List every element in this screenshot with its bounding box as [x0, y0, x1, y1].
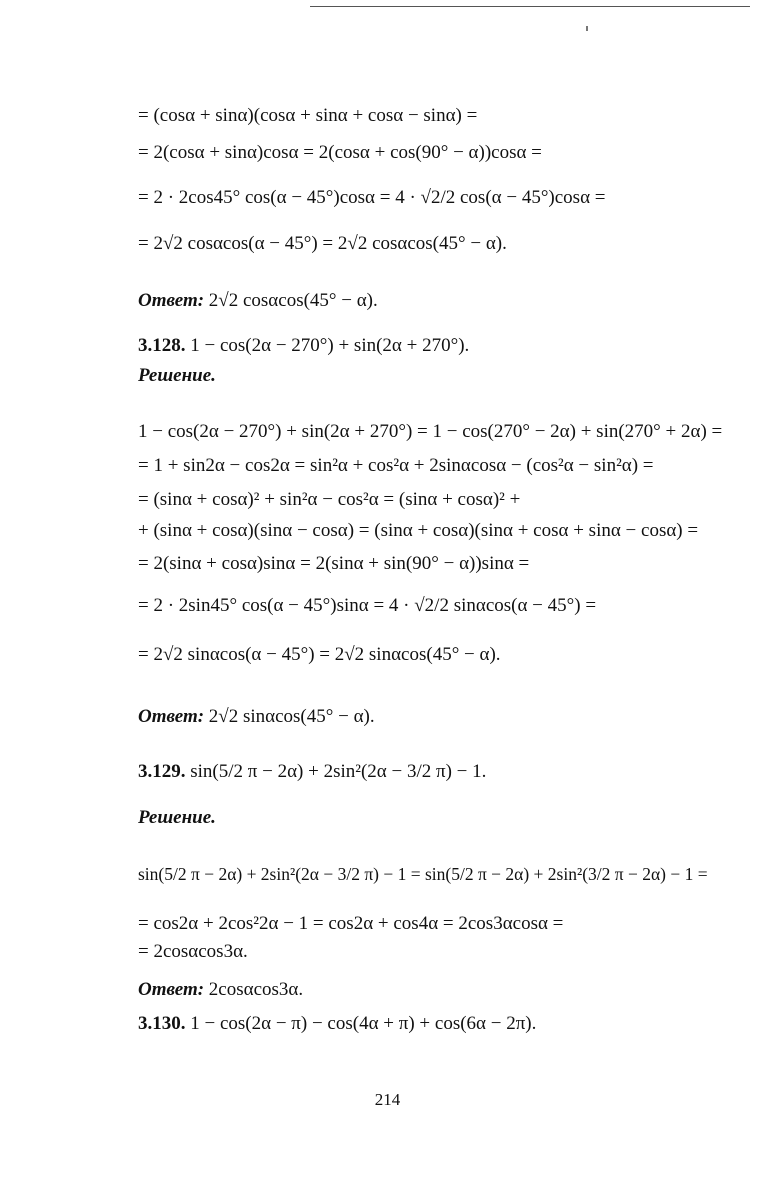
equation-line: = 2 · 2cos45° cos(α − 45°)cosα = 4 · √2/2 cos(α − 45°)cosα = [138, 187, 606, 208]
equation-line: = 1 + sin2α − cos2α = sin²α + cos²α + 2sinαcosα − (cos²α − sin²α) = [138, 455, 654, 476]
problem-line [138, 760, 486, 784]
equation-line: = (sinα + cosα)² + sin²α − cos²α = (sinα + cosα)² + [138, 489, 521, 510]
solution-heading: Решение. [138, 365, 216, 386]
problem-line [138, 334, 469, 358]
answer-formula: 2√2 sinαcos(45° − α). [208, 706, 375, 727]
equation-line: = 2(sinα + cosα)sinα = 2(sinα + sin(90° − α))sinα = [138, 553, 530, 574]
problem-line [138, 1012, 536, 1036]
scan-speck [586, 26, 588, 31]
answer-line [138, 705, 375, 729]
answer-label: Ответ: [138, 979, 205, 1000]
answer-label: Ответ: [138, 706, 205, 727]
equation-line: = 2 · 2sin45° cos(α − 45°)sinα = 4 · √2/2 sinαcos(α − 45°) = [138, 595, 597, 616]
problem-formula: 1 − cos(2α − 270°) + sin(2α + 270°). [190, 335, 470, 356]
answer-formula: 2cosαcos3α. [208, 979, 304, 1000]
problem-formula: sin(5/2 π − 2α) + 2sin²(2α − 3/2 π) − 1. [190, 761, 487, 782]
equation-line: = cos2α + 2cos²2α − 1 = cos2α + cos4α = 2cos3αcosα = [138, 913, 564, 934]
equation-line: = 2√2 sinαcos(α − 45°) = 2√2 sinαcos(45° − α). [138, 644, 501, 665]
answer-formula: 2√2 cosαcos(45° − α). [208, 290, 378, 311]
problem-number: 3.129. [138, 761, 186, 782]
equation-line: 1 − cos(2α − 270°) + sin(2α + 270°) = 1 − cos(270° − 2α) + sin(270° + 2α) = [138, 421, 723, 442]
problem-number: 3.128. [138, 335, 186, 356]
equation-line: = (cosα + sinα)(cosα + sinα + cosα − sinα) = [138, 105, 478, 126]
problem-number: 3.130. [138, 1013, 186, 1034]
solution-heading: Решение. [138, 807, 216, 828]
answer-line [138, 978, 303, 1002]
scan-border-line [310, 6, 750, 7]
equation-line: + (sinα + cosα)(sinα − cosα) = (sinα + cosα)(sinα + cosα + sinα − cosα) = [138, 520, 699, 541]
answer-line [138, 289, 378, 313]
page-number: 214 [374, 1090, 401, 1109]
equation-line: = 2cosαcos3α. [138, 941, 248, 962]
problem-formula: 1 − cos(2α − π) − cos(4α + π) + cos(6α − 2π). [190, 1013, 537, 1034]
answer-label: Ответ: [138, 290, 205, 311]
equation-line: = 2√2 cosαcos(α − 45°) = 2√2 cosαcos(45° − α). [138, 233, 507, 254]
equation-line: = 2(cosα + sinα)cosα = 2(cosα + cos(90° − α))cosα = [138, 142, 542, 163]
equation-line: sin(5/2 π − 2α) + 2sin²(2α − 3/2 π) − 1 = sin(5/2 π − 2α) + 2sin²(3/2 π − 2α) − 1 = [138, 864, 708, 884]
